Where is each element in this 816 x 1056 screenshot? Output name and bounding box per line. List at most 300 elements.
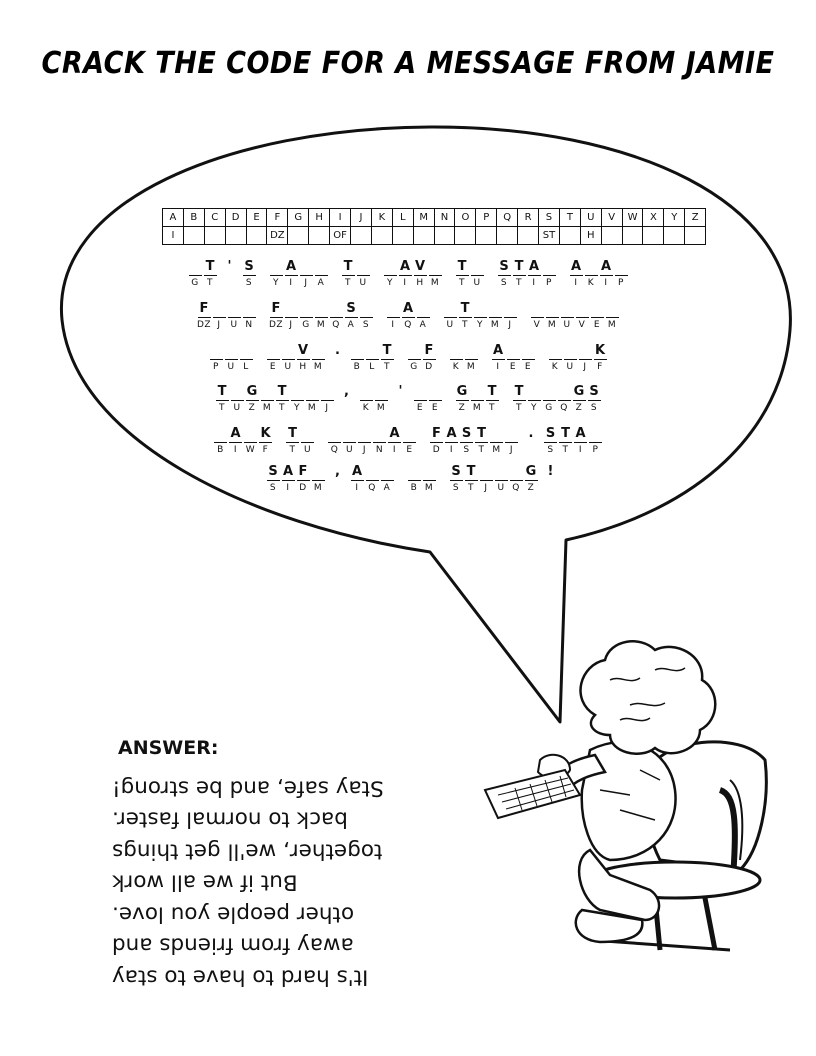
key-code-cell[interactable] <box>392 227 413 245</box>
decoded-letter[interactable] <box>505 425 518 443</box>
puzzle-letter-cell[interactable] <box>243 425 258 457</box>
key-code-cell[interactable] <box>476 227 497 245</box>
puzzle-letter-cell[interactable] <box>356 258 371 290</box>
cipher-letter: I <box>392 445 397 455</box>
decoded-letter[interactable] <box>261 383 274 401</box>
key-code-cell[interactable]: OF <box>330 227 351 245</box>
decoded-letter[interactable]: K <box>260 426 271 441</box>
puzzle-letter-cell[interactable] <box>530 300 545 332</box>
decoded-letter[interactable] <box>291 383 304 401</box>
decoded-letter[interactable]: T <box>486 383 499 401</box>
puzzle-letter-cell[interactable] <box>230 383 245 415</box>
puzzle-letter-cell[interactable] <box>269 258 284 290</box>
decoded-letter[interactable] <box>471 258 484 276</box>
decoded-letter[interactable]: V <box>297 343 309 358</box>
decoded-letter[interactable] <box>360 383 373 401</box>
decoded-letter[interactable]: S <box>499 259 509 274</box>
puzzle-letter-cell[interactable] <box>266 463 281 495</box>
puzzle-letter-cell[interactable] <box>296 463 311 495</box>
cipher-letter: I <box>574 278 578 288</box>
decoded-letter[interactable] <box>444 300 457 318</box>
decoded-letter[interactable] <box>213 300 226 318</box>
puzzle-letter-cell[interactable] <box>359 300 374 332</box>
puzzle-letter-cell[interactable] <box>575 300 590 332</box>
puzzle-letter-cell[interactable] <box>242 300 257 332</box>
cipher-letter: M <box>313 483 323 493</box>
decoded-letter[interactable]: V <box>414 259 426 274</box>
puzzle-letter-cell[interactable] <box>422 342 437 374</box>
puzzle-letter-cell[interactable] <box>527 258 542 290</box>
cipher-letter: G <box>545 403 553 413</box>
cipher-letter: G <box>302 320 310 330</box>
decoded-letter[interactable]: F <box>423 342 436 360</box>
decoded-letter[interactable]: S <box>545 426 556 441</box>
decoded-letter[interactable]: S <box>268 464 278 479</box>
puzzle-letter-cell[interactable] <box>290 383 305 415</box>
decoded-letter[interactable] <box>225 342 238 360</box>
puzzle-letter-cell[interactable] <box>474 425 489 457</box>
decoded-letter[interactable] <box>282 342 295 360</box>
key-code-cell[interactable] <box>434 227 455 245</box>
cipher-letter: U <box>446 320 454 330</box>
puzzle-letter-cell[interactable] <box>429 425 444 457</box>
puzzle-letter-cell[interactable] <box>380 342 395 374</box>
puzzle-word <box>407 463 437 495</box>
puzzle-letter-cell[interactable] <box>416 300 431 332</box>
cipher-letter: B <box>353 362 361 372</box>
decoded-letter[interactable] <box>606 300 619 318</box>
puzzle-letter-cell[interactable] <box>296 342 311 374</box>
decoded-letter[interactable] <box>543 258 556 276</box>
decoded-letter[interactable] <box>450 342 463 360</box>
key-code-cell[interactable]: I <box>163 227 184 245</box>
decoded-letter[interactable] <box>615 258 628 276</box>
decoded-letter[interactable]: T <box>559 425 572 443</box>
decoded-letter[interactable]: A <box>570 259 582 274</box>
puzzle-letter-cell[interactable] <box>374 383 389 415</box>
decoded-letter[interactable]: S <box>461 426 472 441</box>
puzzle-letter-cell[interactable] <box>372 425 387 457</box>
puzzle-letter-cell[interactable] <box>557 383 572 415</box>
puzzle-letter-cell[interactable] <box>464 342 479 374</box>
decoded-letter[interactable] <box>243 300 256 318</box>
puzzle-letter-cell[interactable] <box>464 463 479 495</box>
puzzle-letter-cell[interactable] <box>588 425 603 457</box>
decoded-letter[interactable] <box>373 425 386 443</box>
puzzle-letter-cell[interactable] <box>542 383 557 415</box>
decoded-letter[interactable]: T <box>216 383 229 401</box>
puzzle-letter-cell[interactable] <box>545 300 560 332</box>
puzzle-word <box>449 342 479 374</box>
puzzle-letter-cell[interactable] <box>572 383 587 415</box>
key-code-cell[interactable] <box>601 227 622 245</box>
puzzle-letter-cell[interactable] <box>407 463 422 495</box>
key-code-cell[interactable] <box>622 227 643 245</box>
key-code-cell[interactable] <box>183 227 204 245</box>
puzzle-letter-cell[interactable] <box>524 463 539 495</box>
decoded-letter[interactable] <box>504 300 517 318</box>
decoded-letter[interactable] <box>522 342 535 360</box>
key-code-cell[interactable] <box>371 227 392 245</box>
puzzle-letter-cell[interactable] <box>275 383 290 415</box>
decoded-letter[interactable] <box>528 383 541 401</box>
puzzle-letter-cell[interactable] <box>470 383 485 415</box>
decoded-letter[interactable] <box>589 425 602 443</box>
decoded-letter[interactable]: T <box>204 258 217 276</box>
puzzle-letter-cell[interactable] <box>266 342 281 374</box>
decoded-letter[interactable] <box>315 258 328 276</box>
decoded-letter[interactable] <box>360 300 373 318</box>
puzzle-letter-cell[interactable] <box>587 383 602 415</box>
puzzle-letter-cell[interactable] <box>359 383 374 415</box>
decoded-letter[interactable] <box>244 425 257 443</box>
puzzle-letter-cell[interactable] <box>413 383 428 415</box>
puzzle-letter-cell[interactable] <box>402 425 417 457</box>
puzzle-letter-cell[interactable] <box>269 300 284 332</box>
puzzle-letter-cell[interactable] <box>479 463 494 495</box>
decoded-letter[interactable] <box>474 300 487 318</box>
puzzle-letter-cell[interactable] <box>584 258 599 290</box>
decoded-letter[interactable] <box>408 342 421 360</box>
decoded-letter[interactable] <box>423 463 436 481</box>
decoded-letter[interactable]: A <box>575 426 586 441</box>
puzzle-letter-cell[interactable] <box>300 425 315 457</box>
decoded-letter[interactable] <box>531 300 544 318</box>
decoded-letter[interactable] <box>585 258 598 276</box>
key-code-cell[interactable] <box>685 227 706 245</box>
decoded-letter[interactable] <box>321 383 334 401</box>
cipher-letter: I <box>578 445 583 455</box>
decoded-letter[interactable]: K <box>594 343 606 358</box>
decoded-letter[interactable] <box>189 258 202 276</box>
decoded-letter[interactable]: A <box>600 259 612 274</box>
decoded-letter[interactable] <box>210 342 223 360</box>
decoded-letter[interactable] <box>381 463 394 481</box>
key-code-cell[interactable] <box>351 227 372 245</box>
decoded-letter[interactable] <box>240 342 253 360</box>
decoded-letter[interactable] <box>414 383 427 401</box>
puzzle-letter-cell[interactable] <box>284 258 299 290</box>
decoded-letter[interactable] <box>576 300 589 318</box>
puzzle-letter-cell[interactable] <box>365 463 380 495</box>
puzzle-letter-cell[interactable] <box>386 300 401 332</box>
puzzle-letter-cell[interactable] <box>281 342 296 374</box>
puzzle-letter-cell[interactable] <box>614 258 629 290</box>
decoded-letter[interactable] <box>328 425 341 443</box>
puzzle-letter-cell[interactable] <box>443 300 458 332</box>
decoded-letter[interactable] <box>285 300 298 318</box>
decoded-letter[interactable]: A <box>230 426 241 441</box>
puzzle-letter-cell[interactable] <box>258 425 273 457</box>
decoded-letter[interactable]: F <box>198 300 211 318</box>
puzzle-letter-cell[interactable] <box>512 383 527 415</box>
decoded-letter[interactable]: A <box>285 259 297 274</box>
puzzle-letter-cell[interactable] <box>470 258 485 290</box>
puzzle-letter-cell[interactable] <box>213 425 228 457</box>
cipher-letter: M <box>307 403 317 413</box>
puzzle-letter-cell[interactable] <box>350 463 365 495</box>
puzzle-letter-cell[interactable] <box>387 425 402 457</box>
decoded-letter[interactable] <box>351 342 364 360</box>
puzzle-letter-cell[interactable] <box>329 300 344 332</box>
puzzle-letter-cell[interactable] <box>284 300 299 332</box>
decoded-letter[interactable] <box>429 383 442 401</box>
decoded-letter[interactable] <box>417 300 430 318</box>
decoded-letter[interactable] <box>270 258 283 276</box>
decoded-letter[interactable] <box>495 463 508 481</box>
decoded-letter[interactable]: T <box>381 342 394 360</box>
decoded-letter[interactable]: T <box>276 383 289 401</box>
decoded-letter[interactable]: S <box>589 384 599 399</box>
key-code-cell[interactable] <box>204 227 225 245</box>
puzzle-letter-cell[interactable] <box>209 342 224 374</box>
puzzle-letter-cell[interactable] <box>542 258 557 290</box>
puzzle-letter-cell[interactable] <box>449 463 464 495</box>
decoded-letter[interactable] <box>375 383 388 401</box>
decoded-letter[interactable] <box>543 383 556 401</box>
puzzle-letter-cell[interactable] <box>299 300 314 332</box>
decoded-letter[interactable] <box>510 463 523 481</box>
puzzle-letter-cell[interactable] <box>203 258 218 290</box>
decoded-letter[interactable] <box>564 342 577 360</box>
cipher-letter: D <box>299 483 307 493</box>
puzzle-letter-cell[interactable] <box>428 258 443 290</box>
puzzle-letter-cell[interactable] <box>527 383 542 415</box>
decoded-letter[interactable]: T <box>459 300 472 318</box>
puzzle-letter-cell[interactable] <box>605 300 620 332</box>
puzzle-letter-cell[interactable] <box>407 342 422 374</box>
decoded-letter[interactable] <box>549 342 562 360</box>
decoded-letter[interactable] <box>214 425 227 443</box>
puzzle-letter-cell[interactable] <box>311 463 326 495</box>
puzzle-letter-cell[interactable] <box>455 383 470 415</box>
puzzle-letter-cell[interactable] <box>543 425 558 457</box>
decoded-letter[interactable]: F <box>270 300 283 318</box>
key-code-cell[interactable] <box>643 227 664 245</box>
key-code-cell[interactable] <box>455 227 476 245</box>
decoded-letter[interactable]: A <box>446 426 457 441</box>
cipher-letter: J <box>484 483 488 493</box>
decoded-letter[interactable] <box>312 342 325 360</box>
decoded-letter[interactable] <box>480 463 493 481</box>
puzzle-letter-cell[interactable] <box>455 258 470 290</box>
decoded-letter[interactable]: G <box>573 384 585 399</box>
puzzle-letter-cell[interactable] <box>311 342 326 374</box>
puzzle-letter-cell[interactable] <box>228 425 243 457</box>
decoded-letter[interactable] <box>387 300 400 318</box>
decoded-letter[interactable] <box>408 463 421 481</box>
puzzle-letter-cell[interactable] <box>449 342 464 374</box>
decoded-letter[interactable]: A <box>351 464 363 479</box>
puzzle-letter-cell[interactable] <box>344 300 359 332</box>
decoded-letter[interactable] <box>579 342 592 360</box>
puzzle-letter-cell[interactable] <box>341 258 356 290</box>
puzzle-letter-cell[interactable] <box>342 425 357 457</box>
key-code-cell[interactable] <box>413 227 434 245</box>
decoded-letter[interactable] <box>471 383 484 401</box>
puzzle-letter-cell[interactable] <box>590 300 605 332</box>
decoded-letter[interactable]: G <box>456 384 468 399</box>
puzzle-letter-cell[interactable] <box>314 300 329 332</box>
decoded-letter[interactable] <box>330 300 343 318</box>
decoded-letter[interactable]: S <box>346 301 356 316</box>
puzzle-letter-cell[interactable] <box>398 258 413 290</box>
puzzle-letter-cell[interactable] <box>260 383 275 415</box>
puzzle-letter-cell[interactable] <box>380 463 395 495</box>
puzzle-letter-cell[interactable] <box>504 425 519 457</box>
decoded-letter[interactable] <box>591 300 604 318</box>
puzzle-letter-cell[interactable] <box>473 300 488 332</box>
puzzle-letter-cell[interactable] <box>314 258 329 290</box>
decoded-letter[interactable] <box>489 300 502 318</box>
puzzle-letter-cell[interactable] <box>489 425 504 457</box>
puzzle-letter-cell[interactable] <box>242 258 257 290</box>
decoded-letter[interactable] <box>507 342 520 360</box>
puzzle-letter-cell[interactable] <box>401 300 416 332</box>
key-code-cell[interactable] <box>288 227 309 245</box>
puzzle-letter-cell[interactable] <box>593 342 608 374</box>
puzzle-letter-cell[interactable] <box>444 425 459 457</box>
puzzle-letter-cell[interactable] <box>281 463 296 495</box>
puzzle-letter-cell[interactable] <box>383 258 398 290</box>
decoded-letter[interactable]: T <box>465 463 478 481</box>
puzzle-letter-cell[interactable] <box>188 258 203 290</box>
puzzle-letter-cell[interactable] <box>227 300 242 332</box>
decoded-letter[interactable]: A <box>528 259 540 274</box>
decoded-letter[interactable] <box>384 258 397 276</box>
puzzle-letter-cell[interactable] <box>558 425 573 457</box>
key-code-cell[interactable] <box>225 227 246 245</box>
decoded-letter[interactable]: F <box>430 425 443 443</box>
decoded-letter[interactable] <box>301 425 314 443</box>
decoded-letter[interactable] <box>403 425 416 443</box>
decoded-letter[interactable]: A <box>389 426 400 441</box>
puzzle-letter-cell[interactable] <box>488 300 503 332</box>
cipher-letter: Y <box>294 403 300 413</box>
puzzle-letter-cell[interactable] <box>512 258 527 290</box>
answer-line: It's hard to have to stay <box>112 964 369 990</box>
puzzle-letter-cell[interactable] <box>357 425 372 457</box>
key-code-cell[interactable] <box>518 227 539 245</box>
puzzle-letter-cell[interactable] <box>521 342 536 374</box>
decoded-letter[interactable] <box>300 258 313 276</box>
decoded-letter[interactable]: A <box>399 259 411 274</box>
decoded-letter[interactable] <box>429 258 442 276</box>
decoded-letter[interactable] <box>358 425 371 443</box>
puzzle-letter-cell[interactable] <box>197 300 212 332</box>
decoded-letter[interactable]: S <box>244 259 254 274</box>
puzzle-letter-cell[interactable] <box>239 342 254 374</box>
puzzle-letter-cell[interactable] <box>578 342 593 374</box>
puzzle-letter-cell[interactable] <box>458 300 473 332</box>
cipher-letter: I <box>391 320 395 330</box>
key-code-cell[interactable] <box>559 227 580 245</box>
decoded-letter[interactable] <box>558 383 571 401</box>
puzzle-letter-cell[interactable] <box>459 425 474 457</box>
puzzle-letter-cell[interactable] <box>548 342 563 374</box>
puzzle-letter-cell[interactable] <box>573 425 588 457</box>
decoded-letter[interactable]: A <box>402 301 414 316</box>
key-code-cell[interactable]: H <box>580 227 601 245</box>
puzzle-letter-cell[interactable] <box>497 258 512 290</box>
decoded-letter[interactable]: G <box>525 464 537 479</box>
puzzle-letter-cell[interactable] <box>506 342 521 374</box>
decoded-letter[interactable] <box>366 342 379 360</box>
puzzle-letter-cell[interactable] <box>305 383 320 415</box>
puzzle-letter-cell[interactable] <box>422 463 437 495</box>
puzzle-letter-cell[interactable] <box>224 342 239 374</box>
decoded-letter[interactable] <box>490 425 503 443</box>
puzzle-letter-cell[interactable] <box>212 300 227 332</box>
decoded-letter[interactable] <box>561 300 574 318</box>
puzzle-letter-cell[interactable] <box>299 258 314 290</box>
puzzle-letter-cell[interactable] <box>599 258 614 290</box>
key-code-cell[interactable] <box>664 227 685 245</box>
puzzle-letter-cell[interactable] <box>413 258 428 290</box>
decoded-letter[interactable] <box>267 342 280 360</box>
decoded-letter[interactable] <box>357 258 370 276</box>
decoded-letter[interactable] <box>306 383 319 401</box>
decoded-letter[interactable]: S <box>451 464 461 479</box>
puzzle-letter-cell[interactable] <box>509 463 524 495</box>
key-code-cell[interactable]: DZ <box>267 227 288 245</box>
decoded-letter[interactable]: T <box>456 258 469 276</box>
cipher-letter: T <box>459 278 465 288</box>
puzzle-letter-cell[interactable] <box>485 383 500 415</box>
puzzle-letter-cell[interactable] <box>563 342 578 374</box>
puzzle-word <box>455 258 485 290</box>
key-code-cell[interactable] <box>309 227 330 245</box>
decoded-letter[interactable] <box>366 463 379 481</box>
decoded-letter[interactable] <box>312 463 325 481</box>
decoded-letter[interactable]: F <box>297 463 310 481</box>
decoded-letter[interactable] <box>300 300 313 318</box>
puzzle-letter-cell[interactable] <box>365 342 380 374</box>
decoded-letter[interactable]: G <box>246 384 258 399</box>
decoded-letter[interactable]: A <box>282 464 294 479</box>
key-code-cell[interactable]: ST <box>539 227 560 245</box>
puzzle-letter-cell[interactable] <box>245 383 260 415</box>
decoded-letter[interactable]: T <box>342 258 355 276</box>
decoded-letter[interactable] <box>231 383 244 401</box>
puzzle-letter-cell[interactable] <box>285 425 300 457</box>
puzzle-letter-cell[interactable] <box>327 425 342 457</box>
decoded-letter[interactable]: A <box>492 343 504 358</box>
decoded-letter[interactable]: T <box>286 425 299 443</box>
decoded-letter[interactable] <box>315 300 328 318</box>
decoded-letter[interactable]: T <box>513 383 526 401</box>
puzzle-letter-cell[interactable] <box>350 342 365 374</box>
puzzle-letter-cell[interactable] <box>215 383 230 415</box>
puzzle-letter-cell[interactable] <box>494 463 509 495</box>
puzzle-letter-cell[interactable] <box>320 383 335 415</box>
decoded-letter[interactable] <box>228 300 241 318</box>
decoded-letter[interactable] <box>546 300 559 318</box>
decoded-letter[interactable]: T <box>475 425 488 443</box>
puzzle-letter-cell[interactable] <box>503 300 518 332</box>
cipher-letter: Q <box>404 320 412 330</box>
puzzle-letter-cell[interactable] <box>491 342 506 374</box>
puzzle-letter-cell[interactable] <box>428 383 443 415</box>
puzzle-letter-cell[interactable] <box>569 258 584 290</box>
key-code-cell[interactable] <box>246 227 267 245</box>
key-code-cell[interactable] <box>497 227 518 245</box>
decoded-letter[interactable] <box>465 342 478 360</box>
decoded-letter[interactable] <box>343 425 356 443</box>
decoded-letter[interactable]: T <box>513 258 526 276</box>
puzzle-word <box>269 300 374 332</box>
puzzle-letter-cell[interactable] <box>560 300 575 332</box>
